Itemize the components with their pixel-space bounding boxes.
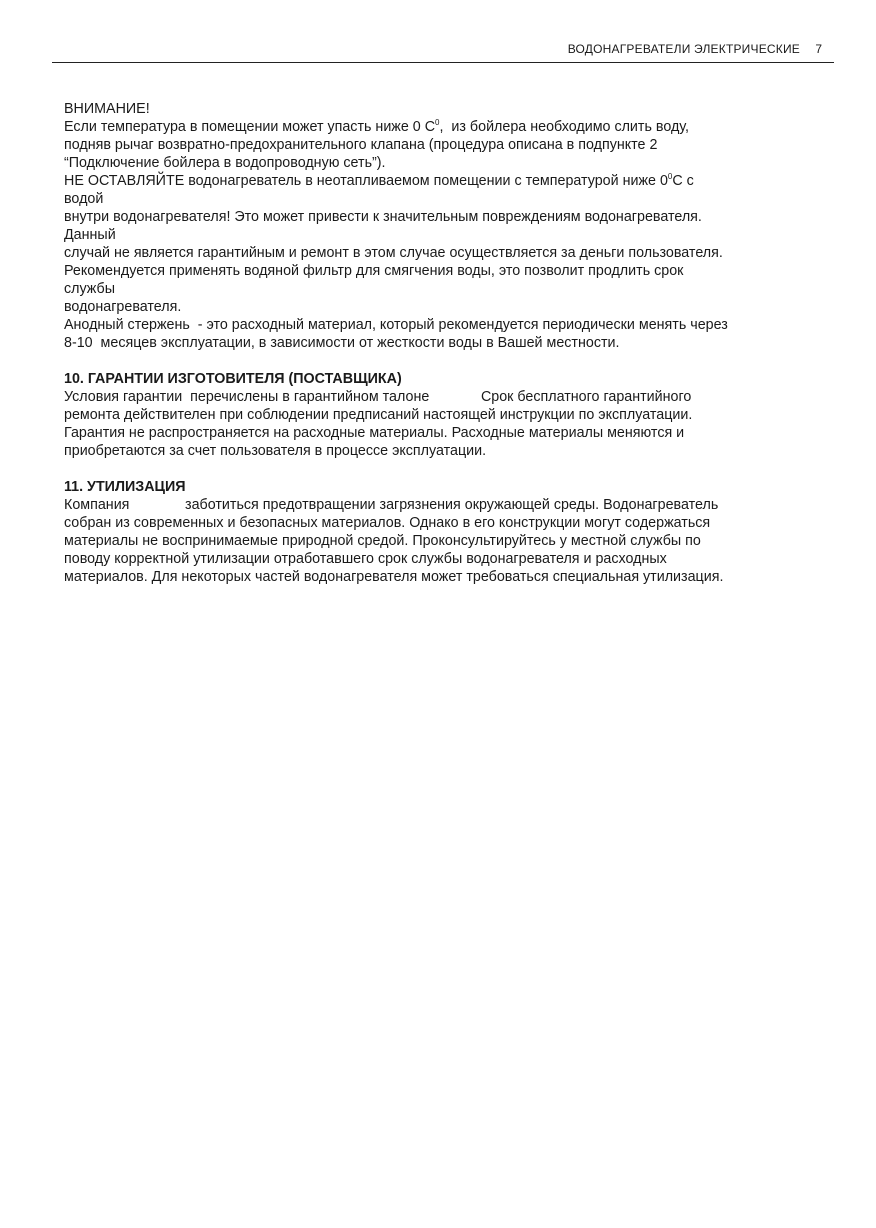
page-content <box>64 100 824 586</box>
section-line: ремонта действителен при соблюдении предписаний настоящей инструкции по эксплуатации. <box>64 407 693 423</box>
warning-line: Рекомендуется применять водяной фильтр для смягчения воды, это позволит продлить срок <box>64 263 684 279</box>
warning-line: службы <box>64 281 115 297</box>
section-heading: 11. УТИЛИЗАЦИЯ <box>64 479 186 495</box>
warning-line: внутри водонагревателя! Это может привести к значительным повреждениям водонагревателя. <box>64 209 702 225</box>
warning-line: подняв рычаг возвратно-предохранительного клапана (процедура описана в подпункте 2 <box>64 137 658 153</box>
warning-line: НЕ ОСТАВЛЯЙТЕ водонагреватель в неотапливаемом помещении с температурой ниже $0^0С$ с <box>64 172 694 189</box>
page-number: 7 <box>815 42 822 56</box>
header-title: ВОДОНАГРЕВАТЕЛИ ЭЛЕКТРИЧЕСКИЕ <box>567 42 800 56</box>
page-header <box>52 40 834 63</box>
warning-line: Данный <box>64 227 116 243</box>
warning-line: водонагревателя. <box>64 299 182 315</box>
warning-line: Если температура в помещении может упасть ниже 0 $С^0$, из бойлера необходимо слить воду, <box>64 118 689 135</box>
section-line: поводу корректной утилизации отработавшего срок службы водонагревателя и расходных <box>64 551 667 567</box>
section-line: материалов. Для некоторых частей водонагревателя может требоваться специальная утилизация. <box>64 569 724 585</box>
section-line: Гарантия не распространяется на расходные материалы. Расходные материалы меняются и <box>64 425 685 441</box>
section-line: Компания заботиться предотвращении загрязнения окружающей среды. Водонагреватель <box>64 497 719 513</box>
section-disposal <box>64 478 824 586</box>
section-line: Условия гарантии перечислены в гарантийном талоне Срок бесплатного гарантийного <box>64 389 692 405</box>
section-line: собран из современных и безопасных материалов. Однако в его конструкции могут содержаться <box>64 515 711 531</box>
section-line: материалы не воспринимаемые природной средой. Проконсультируйтесь у местной службы по <box>64 533 701 549</box>
warning-line: “Подключение бойлера в водопроводную сеть”). <box>64 155 386 171</box>
warning-block <box>64 100 824 352</box>
section-line: приобретаются за счет пользователя в процессе эксплуатации. <box>64 443 487 459</box>
warning-title: ВНИМАНИЕ! <box>64 101 150 117</box>
warning-line: случай не является гарантийным и ремонт в этом случае осуществляется за деньги пользователя. <box>64 245 723 261</box>
section-heading: 10. ГАРАНТИИ ИЗГОТОВИТЕЛЯ (ПОСТАВЩИКА) <box>64 371 402 387</box>
section-warranty <box>64 370 824 460</box>
warning-line: Анодный стержень - это расходный материал, который рекомендуется периодически менять через <box>64 317 728 333</box>
warning-line: водой <box>64 191 104 207</box>
warning-line: 8-10 месяцев эксплуатации, в зависимости от жесткости воды в Вашей местности. <box>64 335 620 351</box>
